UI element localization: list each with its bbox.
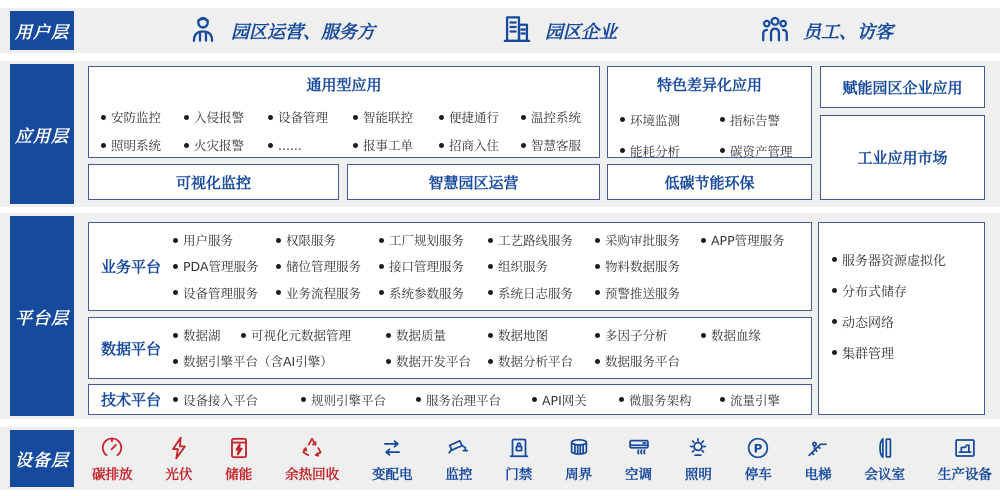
- special-apps-title: 特色差异化应用: [656, 76, 762, 94]
- service-item: 接口管理服务: [379, 257, 488, 275]
- device-cctv: [445, 435, 472, 483]
- service-item: 工艺路线服务: [488, 231, 595, 249]
- perimeter-icon: [566, 435, 592, 461]
- staff-visitor-icon: [758, 12, 792, 50]
- device-list: [92, 427, 992, 490]
- visual-monitoring-box: [88, 164, 339, 200]
- device-layer-label: 设备层: [10, 430, 74, 487]
- service-item: 预警推送服务: [595, 284, 701, 302]
- device-parking: [745, 435, 772, 483]
- elevator-icon: [805, 435, 831, 461]
- platform-layer-label: 平台层: [10, 216, 74, 416]
- device-storage: [225, 435, 252, 483]
- device-label: 监控: [445, 466, 473, 483]
- app-layer-label: 应用层: [10, 64, 74, 204]
- special-apps-row2: [620, 137, 811, 164]
- app-item: 照明系统: [101, 136, 184, 154]
- general-apps-box: [88, 66, 600, 158]
- device-label: 门禁: [505, 466, 533, 483]
- service-item: 数据质量: [386, 326, 488, 344]
- device-label: 光伏: [165, 466, 193, 483]
- app-item: 能耗分析: [620, 142, 720, 160]
- device-label: 储能: [225, 466, 253, 483]
- user-group-label: 园区运营、服务方: [231, 21, 375, 43]
- carbon-gauge-icon: [99, 435, 125, 461]
- service-item: 数据血缘: [701, 326, 807, 344]
- business-platform-title: 业务平台: [100, 258, 161, 276]
- device-label: 周界: [565, 466, 593, 483]
- enable-enterprise-apps-box: [820, 66, 985, 108]
- service-item: 数据湖: [173, 326, 241, 344]
- business-row2: [173, 257, 807, 275]
- low-carbon-box: [607, 164, 812, 200]
- infra-item: 动态网络: [832, 312, 984, 331]
- business-platform-box: [88, 222, 812, 311]
- general-apps-title: 通用型应用: [306, 76, 382, 94]
- air-conditioner-icon: [626, 435, 652, 461]
- app-item: 安防监控: [101, 108, 184, 126]
- industrial-app-market-box: [820, 115, 985, 200]
- device-label: 碳排放: [92, 466, 133, 483]
- general-apps-row1: [101, 104, 599, 130]
- infrastructure-box: [818, 222, 985, 415]
- user-group-enterprise: [500, 8, 617, 53]
- app-item: ......: [268, 138, 353, 153]
- device-lighting: [685, 435, 712, 483]
- app-item: 温控系统: [521, 108, 599, 126]
- service-item: 可视化元数据管理: [241, 326, 386, 344]
- energy-storage-icon: [226, 435, 252, 461]
- app-item: 指标告警: [720, 111, 811, 129]
- device-heat-recovery: [285, 435, 339, 483]
- smart-park-operation-box: [347, 164, 600, 200]
- service-item: 权限服务: [276, 231, 379, 249]
- infra-item: 分布式储存: [832, 281, 984, 300]
- service-item: 微服务架构: [619, 391, 720, 409]
- cctv-icon: [446, 435, 472, 461]
- device-label: 空调: [625, 466, 652, 483]
- device-power: [372, 435, 413, 483]
- service-item: 数据服务平台: [595, 352, 807, 370]
- app-item: 入侵报警: [184, 108, 268, 126]
- device-elevator: [805, 435, 832, 483]
- smart-park-operation-title: 智慧园区运营: [428, 173, 519, 192]
- service-item: 设备管理服务: [173, 284, 276, 302]
- parking-icon: [745, 435, 771, 461]
- industrial-app-market-title: 工业应用市场: [857, 149, 948, 167]
- user-group-label: 员工、访客: [803, 21, 893, 43]
- device-ac: [625, 435, 652, 483]
- device-production: [938, 435, 992, 483]
- svg-text:P: P: [753, 440, 763, 455]
- data-row2: [173, 352, 807, 370]
- tech-row: [173, 391, 807, 409]
- special-apps-row1: [620, 106, 811, 133]
- service-item: PDA管理服务: [173, 257, 276, 275]
- device-label: 生产设备: [937, 466, 992, 483]
- device-label: 照明: [684, 466, 712, 483]
- device-label: 停车: [744, 466, 772, 483]
- business-row3: [173, 284, 807, 302]
- low-carbon-title: 低碳节能环保: [664, 173, 755, 192]
- service-item: 流量引擎: [720, 391, 807, 409]
- tech-platform-box: [88, 384, 812, 415]
- special-apps-box: [607, 66, 812, 158]
- service-item: 用户服务: [173, 231, 276, 249]
- app-item: 设备管理: [268, 108, 353, 126]
- production-equipment-icon: [952, 435, 978, 461]
- data-platform-box: [88, 317, 812, 379]
- app-item: 招商入住: [439, 136, 521, 154]
- device-label: 电梯: [804, 466, 832, 483]
- service-item: 规则引擎平台: [301, 391, 416, 409]
- user-group-label: 园区企业: [545, 21, 617, 43]
- service-item: 设备接入平台: [173, 391, 301, 409]
- service-item: 服务治理平台: [416, 391, 532, 409]
- user-group-staff: [758, 8, 893, 53]
- service-item: 多因子分析: [595, 326, 701, 344]
- device-meeting-room: [865, 435, 906, 483]
- app-item: 智慧客服: [521, 136, 599, 154]
- service-item: 数据分析平台: [488, 352, 595, 370]
- visual-monitoring-title: 可视化监控: [175, 173, 251, 192]
- device-access: [505, 435, 532, 483]
- access-control-icon: [506, 435, 532, 461]
- user-group-operator: [186, 8, 375, 53]
- enable-enterprise-apps-title: 赋能园区企业应用: [842, 78, 963, 97]
- power-distribution-icon: [379, 435, 405, 461]
- service-item: 数据地图: [488, 326, 595, 344]
- device-carbon: [92, 435, 133, 483]
- infra-item: 集群管理: [832, 343, 984, 362]
- park-operator-icon: [186, 12, 220, 50]
- tech-platform-title: 技术平台: [100, 391, 161, 409]
- business-row1: [173, 231, 807, 249]
- solar-lightning-icon: [166, 435, 192, 461]
- app-item: 报事工单: [353, 136, 439, 154]
- user-layer-label: 用户层: [10, 11, 74, 50]
- data-platform-title: 数据平台: [100, 339, 161, 358]
- service-item: 数据引擎平台（含AI引擎）: [173, 352, 386, 370]
- heat-recycle-icon: [299, 435, 325, 461]
- service-item: 物料数据服务: [595, 257, 701, 275]
- data-row1: [173, 326, 807, 344]
- service-item: 数据开发平台: [386, 352, 488, 370]
- service-item: 组织服务: [488, 257, 595, 275]
- infra-item: 服务器资源虚拟化: [832, 250, 984, 269]
- device-perimeter: [565, 435, 592, 483]
- enterprise-building-icon: [500, 12, 534, 50]
- device-label: 会议室: [864, 466, 905, 483]
- app-item: 智能联控: [353, 108, 439, 126]
- meeting-room-icon: [872, 435, 898, 461]
- general-apps-row2: [101, 132, 599, 158]
- service-item: APP管理服务: [701, 231, 807, 249]
- service-item: 系统参数服务: [379, 284, 488, 302]
- service-item: API网关: [532, 391, 619, 409]
- service-item: 工厂规划服务: [379, 231, 488, 249]
- device-label: 余热回收: [285, 466, 340, 483]
- service-item: 采购审批服务: [595, 231, 701, 249]
- lighting-icon: [685, 435, 711, 461]
- device-label: 变配电: [372, 466, 413, 483]
- service-item: 储位管理服务: [276, 257, 379, 275]
- service-item: 业务流程服务: [276, 284, 379, 302]
- app-item: 便捷通行: [439, 108, 521, 126]
- app-item: 环境监测: [620, 111, 720, 129]
- device-solar: [165, 435, 192, 483]
- service-item: 系统日志服务: [488, 284, 595, 302]
- app-item: 火灾报警: [184, 136, 268, 154]
- app-item: 碳资产管理: [720, 142, 811, 160]
